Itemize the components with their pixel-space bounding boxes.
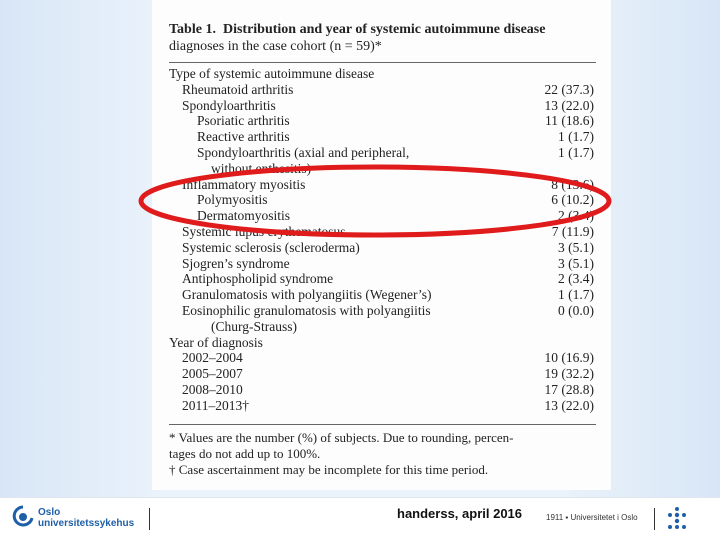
row-label: 2011–2013† [182, 397, 249, 413]
footnote-line-3: † Case ascertainment may be incomplete for this time period. [169, 462, 489, 477]
row-value: 17 (28.8) [544, 382, 594, 397]
uio-logo-text: 1911 ▪ Universitetet i Oslo [546, 513, 638, 522]
row-label: 2008–2010 [182, 382, 243, 397]
row-label: Spondyloarthritis [182, 97, 276, 113]
table-title-text-2: diagnoses in the case cohort (n = 59)* [169, 39, 382, 54]
row-label: Eosinophilic granulomatosis with polyangiitis [182, 303, 431, 318]
row-label: 2005–2007 [182, 366, 243, 382]
row-value: 3 (5.1) [558, 239, 594, 255]
row-label: Systemic lupus erythematosus [182, 224, 346, 239]
footnote-line-1: * Values are the number (%) of subjects. Due to rounding, percen- [169, 430, 514, 445]
row-label: Rheumatoid arthritis [182, 81, 294, 97]
row-label: Granulomatosis with polyangiitis (Wegener’s) [182, 287, 432, 303]
row-value: 8 (13.6) [551, 176, 594, 192]
row-value: 10 (16.9) [544, 350, 594, 366]
logo-line-1: Oslo [38, 507, 61, 518]
footer-center-text: handerss, april 2016 [397, 506, 523, 521]
row-label: Dermatomyositis [197, 208, 290, 224]
row-value: 2 (3.4) [558, 208, 594, 224]
row-label: (Churg-Strauss) [211, 318, 297, 334]
table-title-text: Distribution and year of systemic autoimmune disease [222, 22, 546, 37]
logo-line-2: universitetssykehus [38, 518, 135, 529]
table-number: Table 1. [169, 22, 216, 37]
row-value: 1 (1.7) [558, 287, 594, 303]
row-label: Inflammatory myositis [182, 176, 306, 192]
row-value: 13 (22.0) [544, 397, 594, 413]
row-label: Type of systemic autoimmune disease [169, 66, 375, 81]
row-label: Psoriatic arthritis [197, 113, 290, 129]
dots-logo-icon [664, 506, 690, 532]
row-value: 19 (32.2) [544, 366, 594, 382]
row-label: Polymyositis [197, 192, 268, 208]
row-value: 3 (5.1) [558, 255, 594, 271]
row-value: 2 (3.4) [558, 271, 594, 287]
row-value: 22 (37.3) [544, 81, 594, 97]
row-value: 6 (10.2) [551, 192, 594, 208]
row-value: 11 (18.6) [545, 113, 594, 129]
row-value: 1 (1.7) [558, 129, 594, 145]
row-value: 7 (11.9) [551, 224, 594, 239]
footer-divider-left [149, 508, 150, 530]
row-value: 0 (0.0) [558, 303, 594, 318]
row-label: Sjogren’s syndrome [182, 255, 290, 271]
row-label: Year of diagnosis [169, 334, 263, 350]
row-label: Spondyloarthritis (axial and peripheral, [197, 145, 410, 160]
row-value: 13 (22.0) [544, 97, 594, 113]
row-label: without enthesitis) [211, 160, 312, 176]
row-label: Antiphospholipid syndrome [182, 271, 334, 287]
footnote-line-2: tages do not add up to 100%. [169, 446, 321, 461]
row-label: Systemic sclerosis (scleroderma) [182, 239, 360, 255]
row-label: Reactive arthritis [197, 129, 290, 145]
highlight-ellipse-shape [141, 167, 609, 235]
oslo-logo-icon [12, 505, 34, 529]
row-value: 1 (1.7) [558, 145, 594, 160]
footer-divider-right [654, 508, 655, 530]
row-label: 2002–2004 [182, 350, 243, 366]
